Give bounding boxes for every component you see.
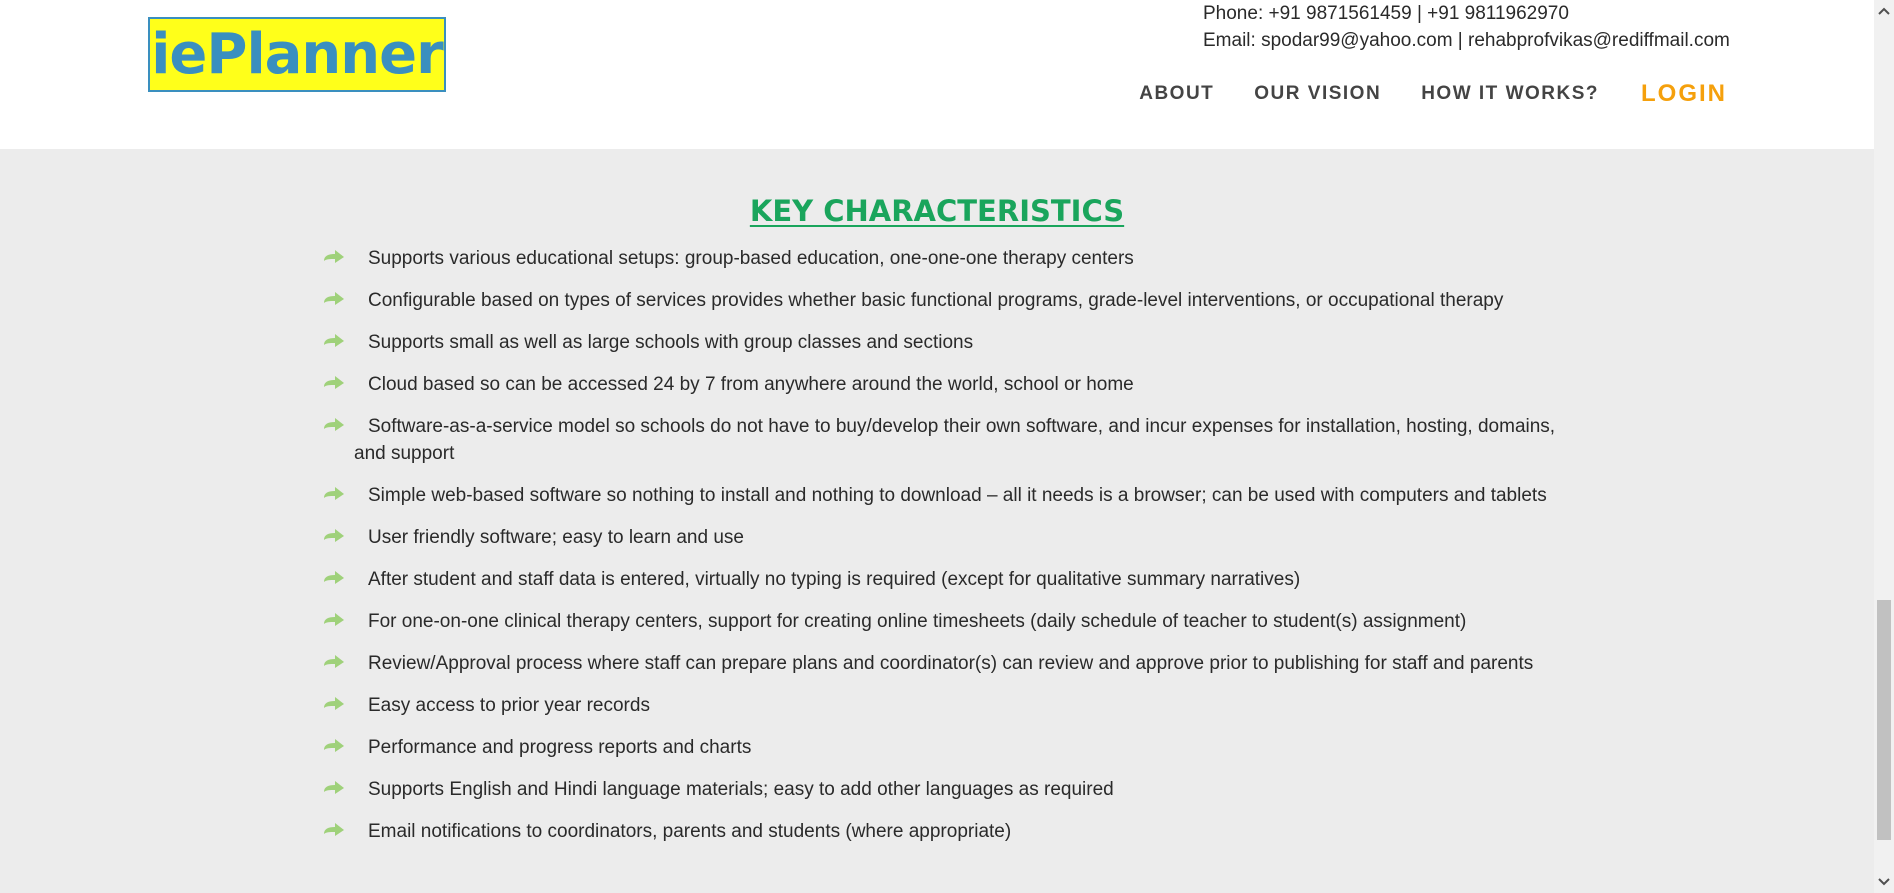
scroll-up-icon[interactable] (1874, 2, 1894, 20)
right-arrow-icon (322, 821, 346, 839)
list-item: Cloud based so can be accessed 24 by 7 from anywhere around the world, school or home (322, 371, 1562, 398)
vertical-scrollbar[interactable] (1874, 0, 1894, 893)
nav-login[interactable]: LOGIN (1641, 80, 1727, 107)
right-arrow-icon (322, 569, 346, 587)
nav-our-vision[interactable]: OUR VISION (1254, 83, 1382, 104)
right-arrow-icon (322, 332, 346, 350)
list-item: Easy access to prior year records (322, 692, 1562, 719)
right-arrow-icon (322, 779, 346, 797)
list-item: Supports various educational setups: group-based education, one-one-one therapy centers (322, 245, 1562, 272)
right-arrow-icon (322, 527, 346, 545)
main-nav (1099, 80, 1727, 108)
list-item: Supports English and Hindi language materials; easy to add other languages as required (322, 776, 1562, 803)
list-item: Performance and progress reports and charts (322, 734, 1562, 761)
list-item: For one-on-one clinical therapy centers, support for creating online timesheets (daily schedule of teacher to student(s) assignment) (322, 608, 1562, 635)
list-item: After student and staff data is entered, virtually no typing is required (except for qualitative summary narratives) (322, 566, 1562, 593)
phone-numbers: Phone: +91 9871561459 | +91 9811962970 (1203, 3, 1569, 24)
contact-info (1203, 0, 1730, 54)
logo-text: iePlanner (151, 21, 443, 87)
characteristics-list (322, 245, 1562, 860)
right-arrow-icon (322, 653, 346, 671)
list-item: User friendly software; easy to learn and use (322, 524, 1562, 551)
right-arrow-icon (322, 695, 346, 713)
list-item: Configurable based on types of services provides whether basic functional programs, grade-level interventions, or occupational therapy (322, 287, 1562, 314)
list-item: Email notifications to coordinators, parents and students (where appropriate) (322, 818, 1562, 845)
right-arrow-icon (322, 737, 346, 755)
right-arrow-icon (322, 416, 346, 434)
list-item: Review/Approval process where staff can prepare plans and coordinator(s) can review and approve prior to publishing for staff and parents (322, 650, 1562, 677)
section-title: KEY CHARACTERISTICS (749, 194, 1125, 228)
key-characteristics-section (0, 149, 1874, 893)
right-arrow-icon (322, 485, 346, 503)
nav-about[interactable]: ABOUT (1139, 83, 1215, 104)
nav-how-it-works[interactable]: HOW IT WORKS? (1421, 83, 1599, 104)
email-addresses: Email: spodar99@yahoo.com | rehabprofvikas@rediffmail.com (1203, 30, 1730, 51)
right-arrow-icon (322, 248, 346, 266)
list-item: Simple web-based software so nothing to install and nothing to download – all it needs is a browser; can be used with computers and tablets (322, 482, 1562, 509)
right-arrow-icon (322, 374, 346, 392)
right-arrow-icon (322, 290, 346, 308)
right-arrow-icon (322, 611, 346, 629)
list-item: Software-as-a-service model so schools do not have to buy/develop their own software, and incur expenses for installation, hosting, domains, and support (322, 413, 1562, 467)
logo[interactable] (148, 17, 446, 92)
site-header (0, 0, 1874, 149)
scroll-down-icon[interactable] (1874, 873, 1894, 891)
scrollbar-thumb[interactable] (1877, 600, 1891, 840)
list-item: Supports small as well as large schools with group classes and sections (322, 329, 1562, 356)
